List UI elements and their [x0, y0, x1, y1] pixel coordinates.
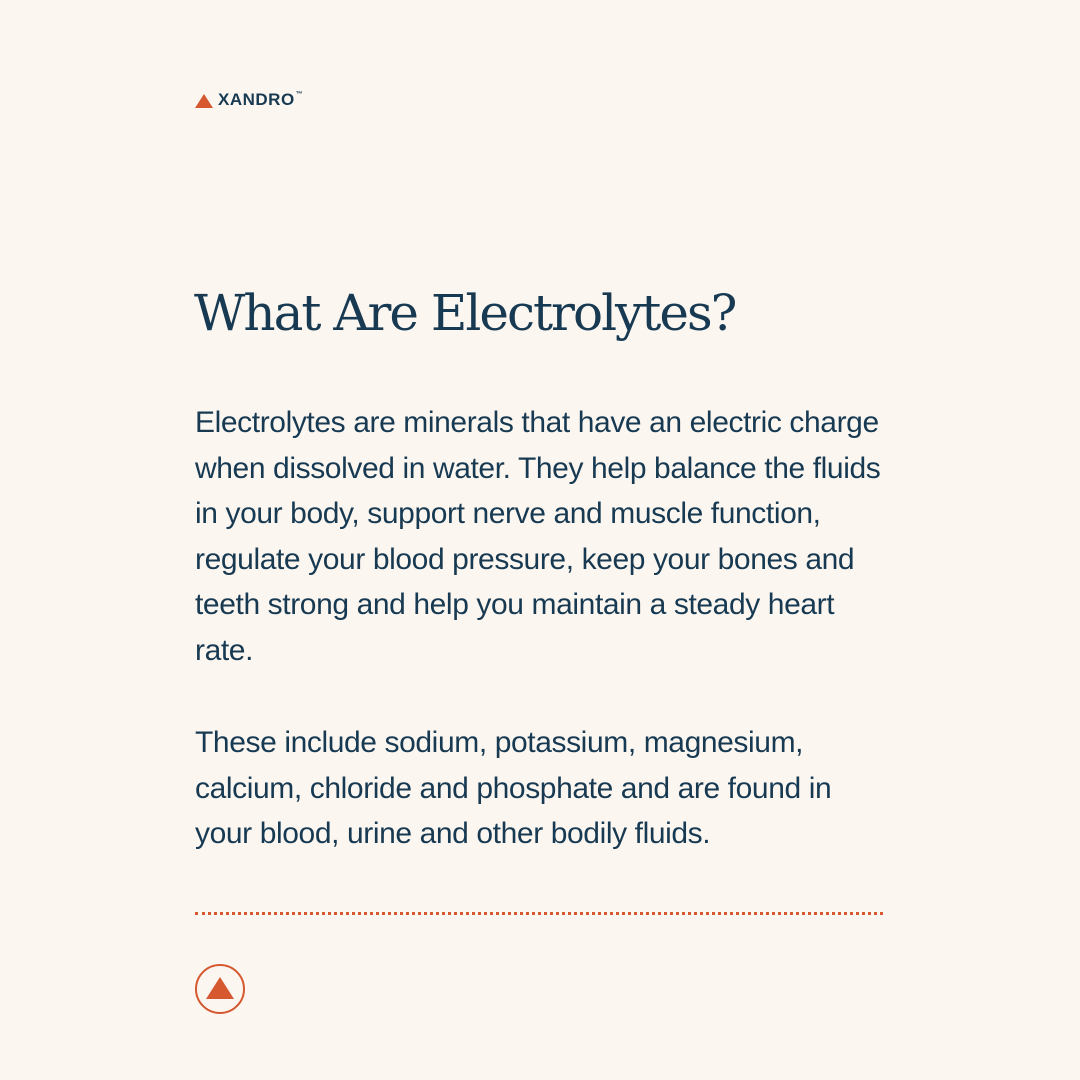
triangle-logo-icon: [195, 94, 213, 108]
brand-logo: [195, 90, 303, 110]
page-title: What Are Electrolytes?: [194, 284, 736, 342]
brand-name: XANDRO: [218, 90, 295, 109]
body-paragraph-1: Electrolytes are minerals that have an electric charge when dissolved in water. They help balance the fluids in your body, support nerve and muscle function, regulate your blood pressure, keep your bones and teeth strong and help you maintain a steady heart rate.: [195, 406, 881, 667]
dotted-divider: [195, 912, 883, 915]
triangle-icon: [206, 977, 234, 999]
trademark-symbol: ™: [295, 91, 303, 98]
circle-triangle-icon: [195, 964, 245, 1014]
body-paragraph-2: These include sodium, potassium, magnesium, calcium, chloride and phosphate and are found in your blood, urine and other bodily fluids.: [195, 726, 832, 850]
